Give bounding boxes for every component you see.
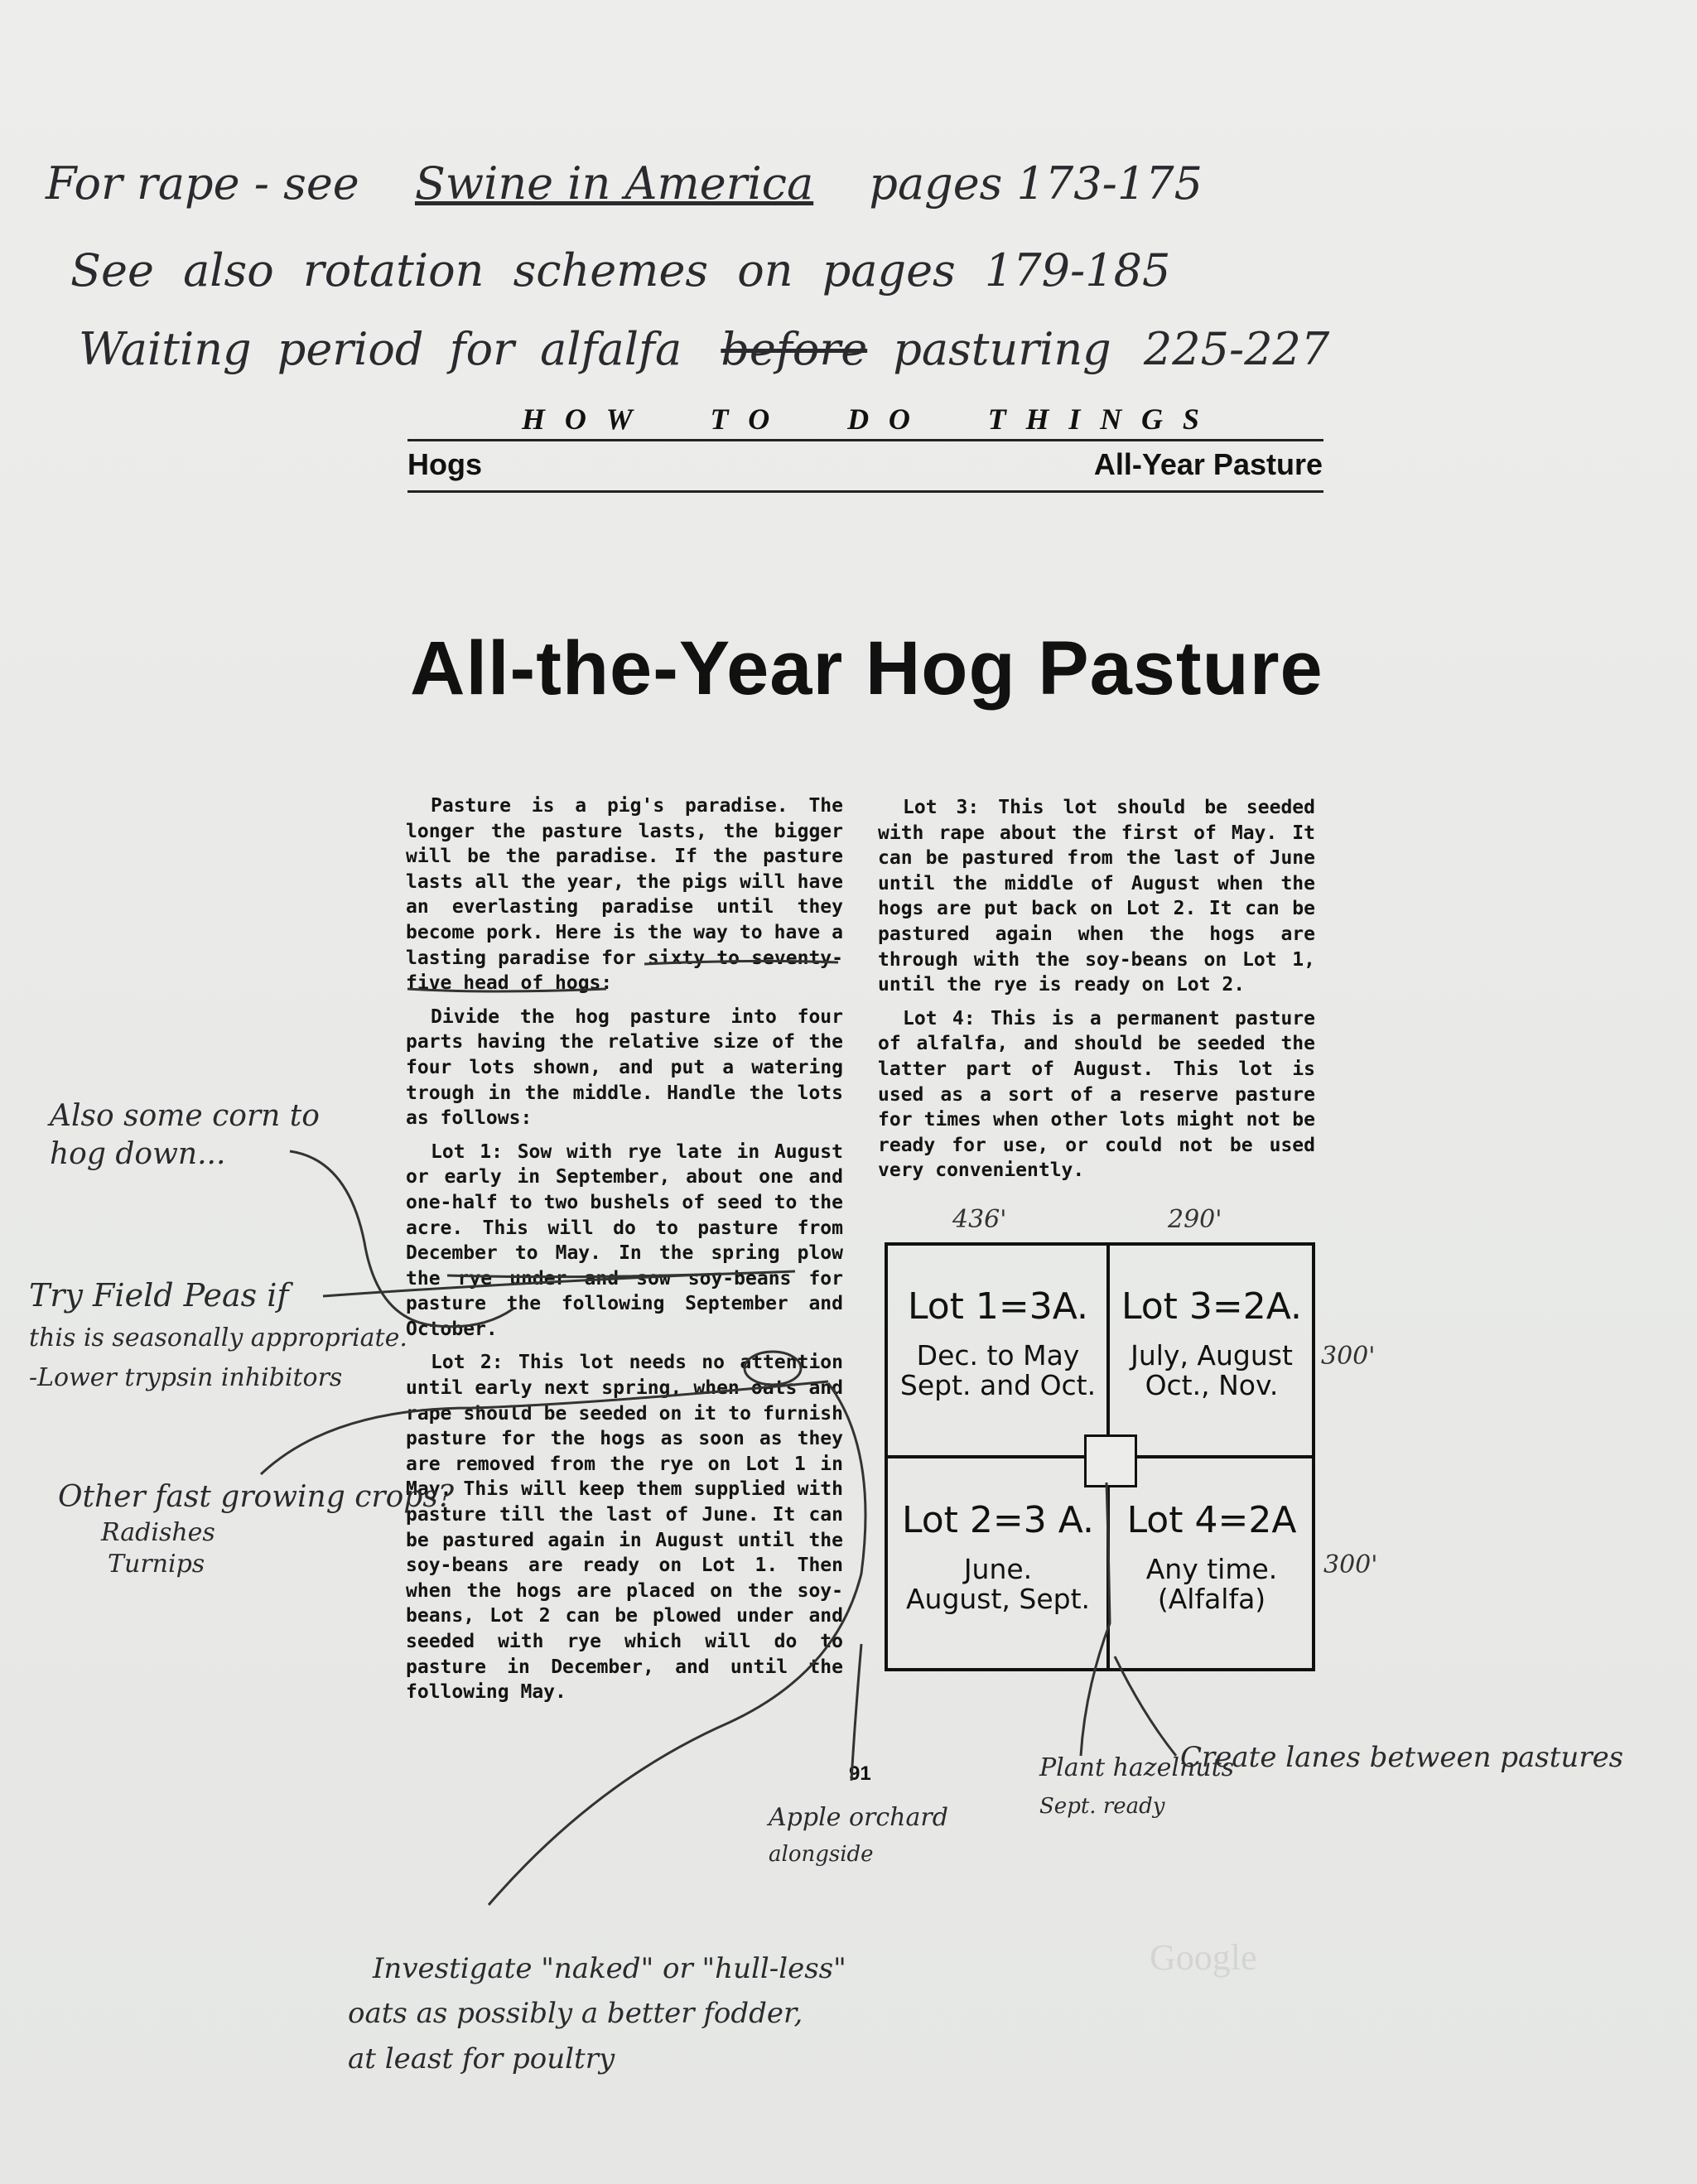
running-head-letter: T <box>710 403 730 436</box>
note-hazelnuts-line: Sept. ready <box>1039 1794 1165 1819</box>
note-oats-line: oats as possibly a better fodder, <box>348 1997 803 2031</box>
article-paragraph: Pasture is a pig's paradise. The longer the pasture lasts, the bigger will be the paradise. If the pasture lasts all the year, the pigs will have an everlasting paradise until they become pork. Here is the way to have a lasting paradise for sixty to seventy-five head of hogs: <box>406 795 843 995</box>
lot-2 <box>891 1499 1105 1614</box>
lot-3-time: July, August Oct., Nov. <box>1131 1339 1293 1401</box>
dimension-top-right: 290' <box>1168 1205 1222 1234</box>
running-head-letter: I <box>1068 403 1082 436</box>
watering-trough <box>1084 1434 1137 1487</box>
note-corn-line: hog down... <box>50 1137 226 1171</box>
lot-1-time: Dec. to May Sept. and Oct. <box>899 1339 1097 1401</box>
lot-4-name: Lot 4=2A <box>1126 1499 1297 1541</box>
note-rotation-reference: See also rotation schemes on pages 179-185 <box>70 244 1171 297</box>
lot-2-name: Lot 2=3 A. <box>901 1499 1095 1541</box>
article-paragraph: Divide the hog pasture into four parts having the relative size of the four lots shown, and put a watering trough in the middle. Handle the lots as follows: <box>406 1005 843 1130</box>
note-crops-line: Other fast growing crops? <box>58 1480 455 1514</box>
note-field-peas <box>29 1277 407 1392</box>
google-watermark: Google <box>1150 1937 1257 1978</box>
page-number: 91 <box>849 1762 871 1785</box>
note-book-pages: pages 173-175 <box>869 157 1203 210</box>
note-peas-line: Try Field Peas if <box>29 1277 289 1314</box>
note-corn-line: Also some corn to <box>50 1099 320 1133</box>
lot-4-time: Any time. (Alfalfa) <box>1145 1553 1278 1615</box>
article-paragraph: Lot 4: This is a permanent pasture of alfalfa, and should be seeded the latter part of August. This lot is used as a sort of a reserve pasture for times when other lots might not be ready for use, or could not be used very conveniently. <box>878 1007 1315 1182</box>
lot-1-name: Lot 1=3A. <box>907 1285 1089 1328</box>
running-head-letter: O <box>748 403 772 436</box>
note-struck-word: before <box>721 323 868 375</box>
section-label-left: Hogs <box>407 447 482 481</box>
lot-1 <box>891 1285 1105 1401</box>
article-paragraph: Lot 3: This lot should be seeded with rape about the first of May. It can be pastured from the last of June until the middle of August when the hogs are put back on Lot 2. It can be pastured again when the hogs are through with the soy-beans on Lot 1, until the rye is ready on Lot 2. <box>878 797 1315 996</box>
running-head-letter: S <box>1182 403 1201 436</box>
running-head-letter: T <box>987 403 1008 436</box>
note-other-crops <box>58 1480 455 1579</box>
running-head <box>522 402 1201 436</box>
note-peas-line: -Lower trypsin inhibitors <box>29 1363 343 1392</box>
running-head-letter: O <box>888 403 912 436</box>
note-alfalfa-pages: pasturing 225-227 <box>893 323 1330 375</box>
note-rape-prefix: For rape - see <box>46 157 359 210</box>
note-alfalfa-reference <box>79 323 1330 375</box>
dimension-right-lower: 300' <box>1323 1550 1378 1579</box>
note-alfalfa-prefix: Waiting period for alfalfa <box>79 323 682 375</box>
note-hazelnuts-line: Plant hazelnuts <box>1039 1753 1235 1782</box>
lot-4 <box>1110 1499 1314 1614</box>
note-oats-line: Investigate "naked" or "hull-less" <box>373 1952 846 1985</box>
article-column-left <box>406 793 843 1714</box>
note-corn <box>50 1099 320 1171</box>
article-paragraph: Lot 2: This lot needs no attention until early next spring, when oats and rape should be seeded on it to furnish pasture for the hogs as soon as they are removed from the rye on Lot 1 in May. This will keep them supplied with pasture till the last of June. It can be pastured again in August until the soy-beans are ready on Lot 1. Then when the hogs are placed on the soy-beans, Lot 2 can be plowed under and seeded with rye which will do to pasture in December, and until the following May. <box>406 1352 843 1704</box>
running-head-letter: G <box>1141 403 1164 436</box>
dimension-right-upper: 300' <box>1321 1342 1376 1371</box>
note-apple-orchard <box>769 1803 948 1867</box>
running-head-letter: O <box>564 403 588 436</box>
note-naked-oats <box>348 1946 846 2081</box>
note-orchard-line: Apple orchard <box>769 1803 948 1832</box>
header-rule-bottom <box>407 490 1323 493</box>
note-create-lanes: Create lanes between pastures <box>1180 1741 1624 1774</box>
line-orchard-note <box>851 1644 861 1781</box>
section-label-right: All-Year Pasture <box>1093 447 1323 481</box>
lot-3 <box>1110 1285 1314 1401</box>
running-head-letter: D <box>847 403 871 436</box>
running-head-letter: H <box>1025 403 1051 436</box>
note-orchard-line: alongside <box>769 1842 874 1867</box>
header-rule-top <box>407 439 1323 441</box>
lot-2-time: June. August, Sept. <box>905 1553 1091 1615</box>
note-rape-reference <box>46 157 1203 210</box>
dimension-top-left: 436' <box>952 1205 1007 1234</box>
pasture-lot-diagram <box>885 1242 1315 1673</box>
article-paragraph: Lot 1: Sow with rye late in August or early in September, about one and one-half to two bushels of seed to the acre. This will do to pasture from December to May. In the spring plow the rye under and sow soy-beans for pasture the following September and October. <box>406 1140 843 1340</box>
note-book-title: Swine in America <box>414 157 814 210</box>
article-title: All-the-Year Hog Pasture <box>410 626 1323 711</box>
note-crops-line: Turnips <box>108 1550 205 1579</box>
note-peas-line: this is seasonally appropriate. <box>29 1323 407 1352</box>
note-oats-line: at least for poultry <box>348 2042 615 2076</box>
lot-3-name: Lot 3=2A. <box>1121 1285 1303 1328</box>
article-column-right <box>878 795 1315 1192</box>
running-head-letter: H <box>522 403 547 436</box>
note-crops-line: Radishes <box>101 1518 215 1547</box>
running-head-letter: W <box>605 403 634 436</box>
running-head-letter: N <box>1100 403 1124 436</box>
